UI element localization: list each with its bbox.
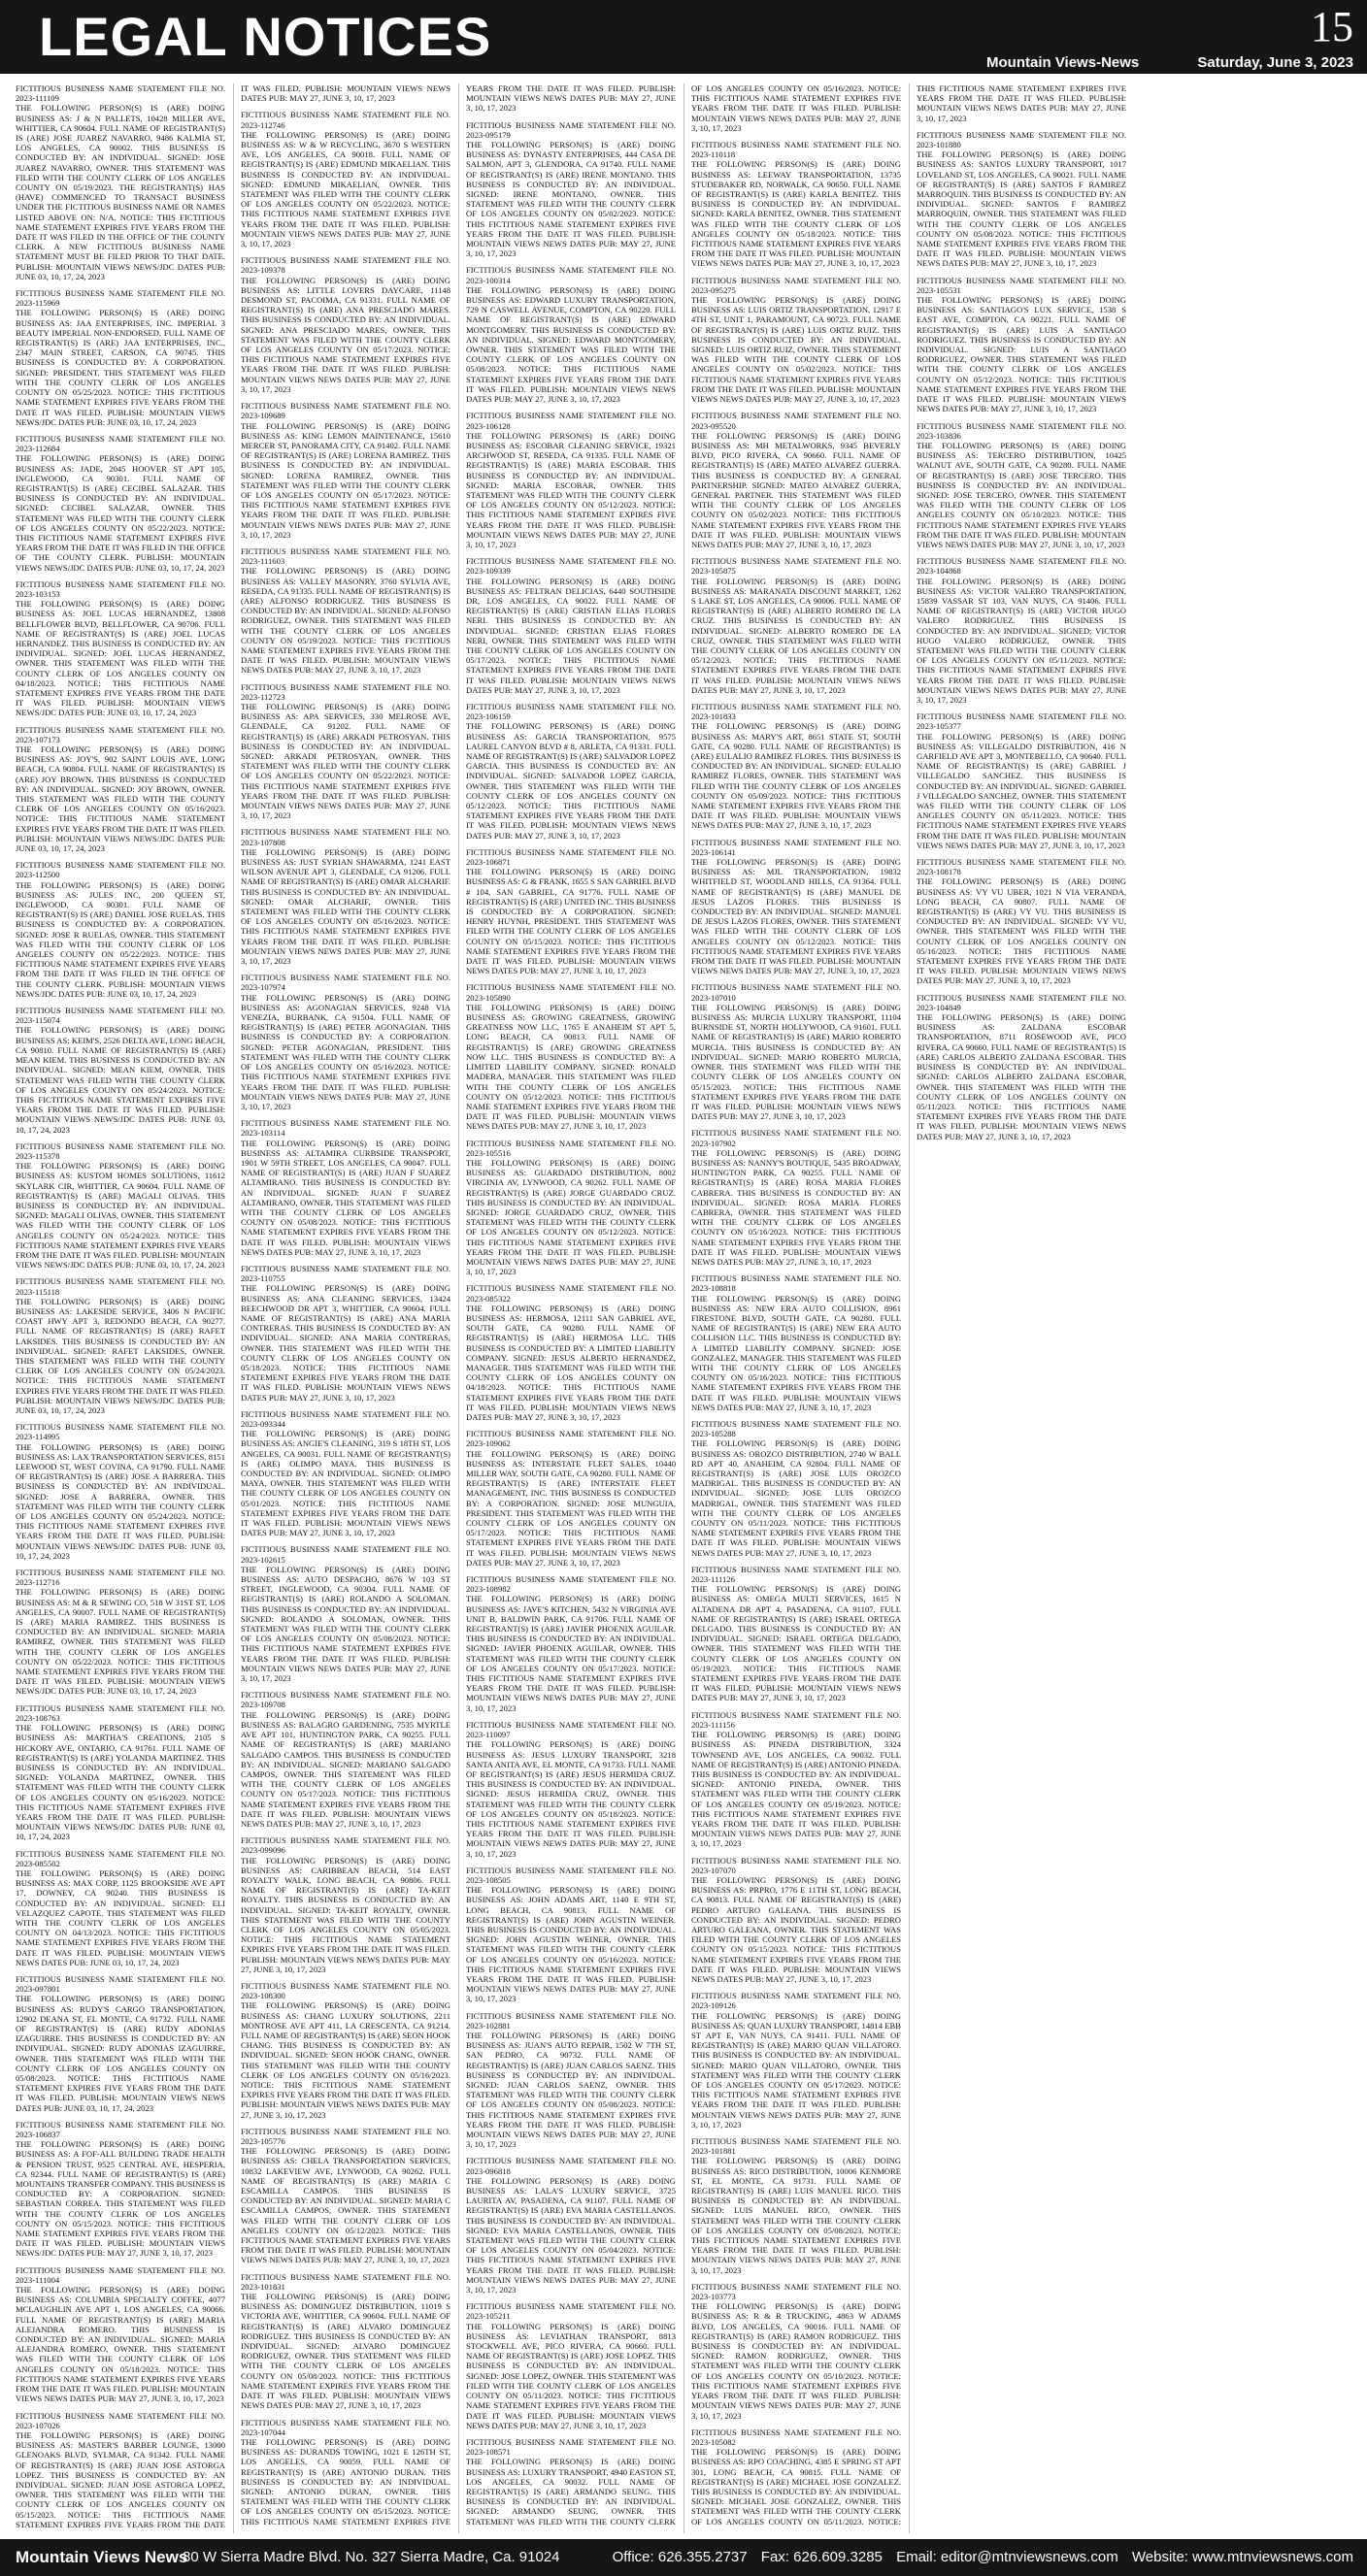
notice-body: THE FOLLOWING PERSON(S) IS (ARE) DOING BUSINESS AS: APA SERVICES, 330 MELROSE AVE, GLENDALE, CA 91202. FULL NAME OF REGISTRANT(S) IS (ARE) ARKADI PETROSYAN. THIS BUSINESS IS CONDUCTED BY: AN INDIVIDUAL. SIGNED: ARKADI PETROSYAN, OWNER. THIS STATEMENT WAS FILED WITH THE COUNTY CLERK OF LOS ANGELES COUNTY ON 05/22/2023. NOTICE: THIS FICTITIOUS NAME STATEMENT EXPIRES FIVE YEARS FROM THE DATE IT WAS FILED. PUBLISH: MOUNTAIN VIEWS NEWS DATES PUB: MAY 27, JUNE 3, 10, 17, 2023	[241, 701, 450, 821]
notice-body: THE FOLLOWING PERSON(S) IS (ARE) DOING BUSINESS AS: RPO COACHING, 4385 E SPRING ST APT 301, LONG BEACH, CA 90815. FULL NAME OF REGISTRANT(S) IS (ARE) MICHAEL JOSE GONZALEZ. THIS BUSINESS IS CONDUCTED BY: AN INDIVIDUAL. SIGNED: MICHAEL JOSE GONZALEZ, OWNER. THIS STATEMENT WAS FILED WITH THE COUNTY CLERK OF LOS ANGELES COUNTY ON 05/11/2023. NOTICE: THIS FICTITIOUS NAME STATEMENT EXPIRES FIVE YEARS FROM THE DATE IT WAS FILED. PUBLISH: MOUNTAIN VIEWS NEWS DATES PUB: MAY 27, JUNE 3, 10, 17, 2023	[691, 83, 1126, 2526]
legal-notice	[16, 725, 225, 854]
notice-file-number: FICTITIOUS BUSINESS NAME STATEMENT FILE NO. 2023-101881	[691, 2136, 901, 2157]
legal-notice	[466, 2011, 676, 2150]
notice-body: THE FOLLOWING PERSON(S) IS (ARE) DOING BUSINESS AS: MASTER'S BARBER LOUNGE, 13000 GLENOAKS BLVD, SYLMAR, CA 91342. FULL NAME OF REGISTRANT(S) IS (ARE) JUAN JOSE ASTORGA LOPEZ. THIS BUSINESS IS CONDUCTED BY: AN INDIVIDUAL. SIGNED: JUAN JOSE ASTORGA LOPEZ, OWNER. THIS STATEMENT WAS FILED WITH THE COUNTY CLERK OF LOS ANGELES COUNTY ON 05/15/2023. NOTICE: THIS FICTITIOUS NAME STATEMENT EXPIRES FIVE YEARS FROM THE DATE IT WAS FILED. PUBLISH: MOUNTAIN VIEWS NEWS DATES PUB: MAY 27, JUNE 3, 10, 17, 2023	[16, 83, 450, 2529]
legal-notice	[691, 1710, 901, 1849]
notice-body: THE FOLLOWING PERSON(S) IS (ARE) DOING BUSINESS AS: ESCOBAR CLEANING SERVICE, 19321 ARCHWOOD ST, RESEDA, CA 91335. FULL NAME OF REGISTRANT(S) IS (ARE) MARIA ESCOBAR. THIS BUSINESS IS CONDUCTED BY: AN INDIVIDUAL. SIGNED: MARIA ESCOBAR, OWNER. THIS STATEMENT WAS FILED WITH THE COUNTY CLERK OF LOS ANGELES COUNTY ON 05/12/2023. NOTICE: THIS FICTITIOUS NAME STATEMENT EXPIRES FIVE YEARS FROM THE DATE IT WAS FILED. PUBLISH: MOUNTAIN VIEWS NEWS DATES PUB: MAY 27, JUNE 3, 10, 17, 2023	[466, 430, 676, 549]
legal-notice	[241, 1264, 450, 1403]
notice-body: THE FOLLOWING PERSON(S) IS (ARE) DOING BUSINESS AS: W & W RECYCLING, 3670 S WESTERN AVE, LOS ANGELES, CA 90018. FULL NAME OF REGISTRANT(S) IS (ARE) EDMUND MIKAELIAN. THIS BUSINESS IS CONDUCTED BY: AN INDIVIDUAL. SIGNED: EDMUND MIKAELIAN, OWNER. THIS STATEMENT WAS FILED WITH THE COUNTY CLERK OF LOS ANGELES COUNTY ON 05/22/2023. NOTICE: THIS FICTITIOUS NAME STATEMENT EXPIRES FIVE YEARS FROM THE DATE IT WAS FILED. PUBLISH: MOUNTAIN VIEWS NEWS DATES PUB: MAY 27, JUNE 3, 10, 17, 2023	[241, 129, 450, 249]
notice-body: THE FOLLOWING PERSON(S) IS (ARE) DOING BUSINESS AS: R & R TRUCKING, 4863 W ADAMS BLVD, LOS ANGELES, CA 90016. FULL NAME OF REGISTRANT(S) IS (ARE) RAMON RODRIGUEZ. THIS BUSINESS IS CONDUCTED BY: AN INDIVIDUAL. SIGNED: RAMON RODRIGUEZ, OWNER. THIS STATEMENT WAS FILED WITH THE COUNTY CLERK OF LOS ANGELES COUNTY ON 05/10/2023. NOTICE: THIS FICTITIOUS NAME STATEMENT EXPIRES FIVE YEARS FROM THE DATE IT WAS FILED. PUBLISH: MOUNTAIN VIEWS NEWS DATES PUB: MAY 27, JUNE 3, 10, 17, 2023	[691, 2301, 901, 2421]
notice-body: THE FOLLOWING PERSON(S) IS (ARE) DOING BUSINESS AS: CHELA TRANSPORTATION SERVICES, 10832 LAKEVIEW AVE, LYNWOOD, CA 90262. FULL NAME OF REGISTRANT(S) IS (ARE) MARIA C ESCAMILLA CAMPOS. THIS BUSINESS IS CONDUCTED BY: AN INDIVIDUAL. SIGNED: MARIA C ESCAMILLA CAMPOS, OWNER. THIS STATEMENT WAS FILED WITH THE COUNTY CLERK OF LOS ANGELES COUNTY ON 05/12/2023. NOTICE: THIS FICTITIOUS NAME STATEMENT EXPIRES FIVE YEARS FROM THE DATE IT WAS FILED. PUBLISH: MOUNTAIN VIEWS NEWS DATES PUB: MAY 27, JUNE 3, 10, 17, 2023	[241, 2146, 450, 2265]
legal-notice	[691, 1128, 901, 1267]
masthead	[0, 0, 1367, 74]
legal-notice	[691, 982, 901, 1121]
legal-notice	[16, 288, 225, 427]
notice-body: THE FOLLOWING PERSON(S) IS (ARE) DOING BUSINESS AS: JOHN ADAMS ART, 1140 E 9TH ST, LONG BEACH, CA 90813. FULL NAME OF REGISTRANT(S) IS (ARE) JOHN AGUSTIN WEINER. THIS BUSINESS IS CONDUCTED BY: AN INDIVIDUAL. SIGNED: JOHN AGUSTIN WEINER, OWNER. THIS STATEMENT WAS FILED WITH THE COUNTY CLERK OF LOS ANGELES COUNTY ON 05/16/2023. NOTICE: THIS FICTITIOUS NAME STATEMENT EXPIRES FIVE YEARS FROM THE DATE IT WAS FILED. PUBLISH: MOUNTAIN VIEWS NEWS DATES PUB: MAY 27, JUNE 3, 10, 17, 2023	[466, 1885, 676, 2004]
legal-notice	[466, 702, 676, 841]
notice-body: THE FOLLOWING PERSON(S) IS (ARE) DOING BUSINESS AS: SANTIAGO'S LUX SERVICE, 1538 S EAST AVE, COMPTON, CA 90221. FULL NAME OF REGISTRANT(S) IS (ARE) LUIS A SANTIAGO RODRIGUEZ. THIS BUSINESS IS CONDUCTED BY: AN INDIVIDUAL. SIGNED: LUIS A SANTIAGO RODRIGUEZ, OWNER. THIS STATEMENT WAS FILED WITH THE COUNTY CLERK OF LOS ANGELES COUNTY ON 05/12/2023. NOTICE: THIS FICTITIOUS NAME STATEMENT EXPIRES FIVE YEARS FROM THE DATE IT WAS FILED. PUBLISH: MOUNTAIN VIEWS NEWS DATES PUB: MAY 27, JUNE 3, 10, 17, 2023	[917, 295, 1126, 414]
notice-body: THE FOLLOWING PERSON(S) IS (ARE) DOING BUSINESS AS: KING LEMON MAINTENANCE, 15610 MERCER ST, PANORAMA CITY, CA 91402. FULL NAME OF REGISTRANT(S) IS (ARE) LORENA RAMIREZ. THIS BUSINESS IS CONDUCTED BY: AN INDIVIDUAL. SIGNED: LORENA RAMIREZ, OWNER. THIS STATEMENT WAS FILED WITH THE COUNTY CLERK OF LOS ANGELES COUNTY ON 05/17/2023. NOTICE: THIS FICTITIOUS NAME STATEMENT EXPIRES FIVE YEARS FROM THE DATE IT WAS FILED. PUBLISH: MOUNTAIN VIEWS NEWS DATES PUB: MAY 27, JUNE 3, 10, 17, 2023	[241, 420, 450, 540]
notice-file-number: FICTITIOUS BUSINESS NAME STATEMENT FILE NO. 2023-097801	[16, 1973, 225, 1995]
notice-body: THE FOLLOWING PERSON(S) IS (ARE) DOING BUSINESS AS: LALA'S LUXURY SERVICE, 3725 LAURITA AV, PASADENA, CA 91107. FULL NAME OF REGISTRANT(S) IS (ARE) EVA MARIA CASTELLANOS. THIS BUSINESS IS CONDUCTED BY: AN INDIVIDUAL. SIGNED: EVA MARIA CASTELLANOS, OWNER. THIS STATEMENT WAS FILED WITH THE COUNTY CLERK OF LOS ANGELES COUNTY ON 05/04/2023. NOTICE: THIS FICTITIOUS NAME STATEMENT EXPIRES FIVE YEARS FROM THE DATE IT WAS FILED. PUBLISH: MOUNTAIN VIEWS NEWS DATES PUB: MAY 27, JUNE 3, 10, 17, 2023	[466, 2175, 676, 2295]
legal-notice	[241, 827, 450, 966]
notice-body: THE FOLLOWING PERSON(S) IS (ARE) DOING BUSINESS AS: JUAN'S AUTO REPAIR, 1502 W 7TH ST, SAN PEDRO, CA 90732. FULL NAME OF REGISTRANT(S) IS (ARE) JUAN CARLOS SAENZ. THIS BUSINESS IS CONDUCTED BY: AN INDIVIDUAL. SIGNED: JUAN CARLOS SAENZ, OWNER. THIS STATEMENT WAS FILED WITH THE COUNTY CLERK OF LOS ANGELES COUNTY ON 05/08/2023. NOTICE: THIS FICTITIOUS NAME STATEMENT EXPIRES FIVE YEARS FROM THE DATE IT WAS FILED. PUBLISH: MOUNTAIN VIEWS NEWS DATES PUB: MAY 27, JUNE 3, 10, 17, 2023	[466, 2030, 676, 2150]
notice-body: THE FOLLOWING PERSON(S) IS (ARE) DOING BUSINESS AS: SANTOS LUXURY TRANSPORT, 1017 LOVELAND ST, LOS ANGELES, CA 90021. FULL NAME OF REGISTRANT(S) IS (ARE) SANTOS F RAMIREZ MARROQUIN. THIS BUSINESS IS CONDUCTED BY: AN INDIVIDUAL. SIGNED: SANTOS F RAMIREZ MARROQUIN, OWNER. THIS STATEMENT WAS FILED WITH THE COUNTY CLERK OF LOS ANGELES COUNTY ON 05/08/2023. NOTICE: THIS FICTITIOUS NAME STATEMENT EXPIRES FIVE YEARS FROM THE DATE IT WAS FILED. PUBLISH: MOUNTAIN VIEWS NEWS DATES PUB: MAY 27, JUNE 3, 10, 17, 2023	[917, 149, 1126, 269]
notice-file-number: FICTITIOUS BUSINESS NAME STATEMENT FILE NO. 2023-085322	[466, 1283, 676, 1304]
notice-file-number: FICTITIOUS BUSINESS NAME STATEMENT FILE NO. 2023-105890	[466, 982, 676, 1003]
legal-notice	[691, 556, 901, 695]
notice-file-number: FICTITIOUS BUSINESS NAME STATEMENT FILE NO. 2023-115969	[16, 288, 225, 309]
notice-file-number: FICTITIOUS BUSINESS NAME STATEMENT FILE NO. 2023-109126	[691, 1991, 901, 2011]
notice-body: THE FOLLOWING PERSON(S) IS (ARE) DOING BUSINESS AS: MJL TRANSPORTATION, 19832 WHITFIELD ST, WOODLAND HILLS, CA 91364. FULL NAME OF REGISTRANT(S) IS (ARE) MANUEL DE JESUS LAZOS FLORES. THIS BUSINESS IS CONDUCTED BY: AN INDIVIDUAL. SIGNED: MANUEL DE JESUS LAZOS FLORES, OWNER. THIS STATEMENT WAS FILED WITH THE COUNTY CLERK OF LOS ANGELES COUNTY ON 05/12/2023. NOTICE: THIS FICTITIOUS NAME STATEMENT EXPIRES FIVE YEARS FROM THE DATE IT WAS FILED. PUBLISH: MOUNTAIN VIEWS NEWS DATES PUB: MAY 27, JUNE 3, 10, 17, 2023	[691, 857, 901, 976]
notice-body: THE FOLLOWING PERSON(S) IS (ARE) DOING BUSINESS AS: BALAGRO GARDENING, 7535 MYRTLE AVE APT 101, HUNTINGTON PARK, CA 90255. FULL NAME OF REGISTRANT(S) IS (ARE) MARIANO SALGADO CAMPOS. THIS BUSINESS IS CONDUCTED BY: AN INDIVIDUAL. SIGNED: MARIANO SALGADO CAMPOS, OWNER. THIS STATEMENT WAS FILED WITH THE COUNTY CLERK OF LOS ANGELES COUNTY ON 05/17/2023. NOTICE: THIS FICTITIOUS NAME STATEMENT EXPIRES FIVE YEARS FROM THE DATE IT WAS FILED. PUBLISH: MOUNTAIN VIEWS NEWS DATES PUB: MAY 27, JUNE 3, 10, 17, 2023	[241, 1709, 450, 1829]
legal-notice	[917, 993, 1126, 1141]
notice-body: THE FOLLOWING PERSON(S) IS (ARE) DOING BUSINESS AS: JESUS LUXURY TRANSPORT, 3218 SANTA ANITA AVE, EL MONTE, CA 91733. FULL NAME OF REGISTRANT(S) IS (ARE) JESUS HERMIDA CRUZ. THIS BUSINESS IS CONDUCTED BY: AN INDIVIDUAL. SIGNED: JESUS HERMIDA CRUZ, OWNER. THIS STATEMENT WAS FILED WITH THE COUNTY CLERK OF LOS ANGELES COUNTY ON 05/18/2023. NOTICE: THIS FICTITIOUS NAME STATEMENT EXPIRES FIVE YEARS FROM THE DATE IT WAS FILED. PUBLISH: MOUNTAIN VIEWS NEWS DATES PUB: MAY 27, JUNE 3, 10, 17, 2023	[466, 1739, 676, 1859]
notice-file-number: FICTITIOUS BUSINESS NAME STATEMENT FILE NO. 2023-103836	[917, 420, 1126, 441]
legal-notice	[466, 1429, 676, 1568]
notice-body: THE FOLLOWING PERSON(S) IS (ARE) DOING BUSINESS AS: HERMOSA, 12111 SAN GABRIEL AVE, SOUTH GATE, CA 90280. FULL NAME OF REGISTRANT(S) IS (ARE) HERMOSA LLC. THIS BUSINESS IS CONDUCTED BY: A LIMITED LIABILITY COMPANY. SIGNED: JESUS ALBERTO HERNANDEZ, MANAGER. THIS STATEMENT WAS FILED WITH THE COUNTY CLERK OF LOS ANGELES COUNTY ON 04/18/2023. NOTICE: THIS FICTITIOUS NAME STATEMENT EXPIRES FIVE YEARS FROM THE DATE IT WAS FILED. PUBLISH: MOUNTAIN VIEWS NEWS DATES PUB: MAY 27, JUNE 3, 10, 17, 2023	[466, 1303, 676, 1422]
legal-notice	[691, 702, 901, 831]
section-title: LEGAL NOTICES	[39, 6, 492, 67]
notice-file-number: FICTITIOUS BUSINESS NAME STATEMENT FILE NO. 2023-101880	[917, 129, 1126, 150]
notice-body: THE FOLLOWING PERSON(S) IS (ARE) DOING BUSINESS AS: VY VU UBER, 1021 N VIA VERANDA, LONG BEACH, CA 90807. FULL NAME OF REGISTRANT(S) IS (ARE) VY VU. THIS BUSINESS IS CONDUCTED BY: AN INDIVIDUAL. SIGNED: VY VU, OWNER. THIS STATEMENT WAS FILED WITH THE COUNTY CLERK OF LOS ANGELES COUNTY ON 05/16/2023. NOTICE: THIS FICTITIOUS NAME STATEMENT EXPIRES FIVE YEARS FROM THE DATE IT WAS FILED. PUBLISH: MOUNTAIN VIEWS NEWS DATES PUB: MAY 27, JUNE 3, 10, 17, 2023	[917, 876, 1126, 986]
notice-file-number: FICTITIOUS BUSINESS NAME STATEMENT FILE NO. 2023-107026	[16, 2410, 225, 2430]
legal-notice	[466, 556, 676, 695]
notice-body: THE FOLLOWING PERSON(S) IS (ARE) DOING BUSINESS AS: A FOF-ALL BUILDING TRADE HEALTH & PENSION TRUST, 9525 CENTRAL AVE, HESPERIA, CA 92344. FULL NAME OF REGISTRANT(S) IS (ARE) MOUNTAINS TRANSFER COMPANY. THIS BUSINESS IS CONDUCTED BY: A CORPORATION. SIGNED: SEBASTIAN CORREA. THIS STATEMENT WAS FILED WITH THE COUNTY CLERK OF LOS ANGELES COUNTY ON 05/15/2023. NOTICE: THIS FICTITIOUS NAME STATEMENT EXPIRES FIVE YEARS FROM THE DATE IT WAS FILED. PUBLISH: MOUNTAIN VIEWS NEWS/JDC DATES PUB: MAY 27, JUNE 3, 10, 17, 2023	[16, 2139, 225, 2259]
notice-file-number: FICTITIOUS BUSINESS NAME STATEMENT FILE NO. 2023-108982	[466, 1574, 676, 1595]
notice-file-number: FICTITIOUS BUSINESS NAME STATEMENT FILE NO. 2023-110097	[466, 1719, 676, 1740]
footer-address: 80 W Sierra Madre Blvd. No. 327 Sierra Madre, Ca. 91024	[183, 2549, 560, 2565]
notice-body: THE FOLLOWING PERSON(S) IS (ARE) DOING BUSINESS AS: ALTAMIRA CURBSIDE TRANSPORT, 1901 W 59TH STREET, LOS ANGELES, CA 90047. FULL NAME OF REGISTRANT(S) IS (ARE) JUAN F SUAREZ ALTAMIRANO. THIS BUSINESS IS CONDUCTED BY: AN INDIVIDUAL. SIGNED: JUAN F SUAREZ ALTAMIRANO, OWNER. THIS STATEMENT WAS FILED WITH THE COUNTY CLERK OF LOS ANGELES COUNTY ON 05/08/2023. NOTICE: THIS FICTITIOUS NAME STATEMENT EXPIRES FIVE YEARS FROM THE DATE IT WAS FILED. PUBLISH: MOUNTAIN VIEWS NEWS DATES PUB: MAY 27, JUNE 3, 10, 17, 2023	[241, 1138, 450, 1257]
legal-notice	[16, 1006, 225, 1135]
notice-file-number: FICTITIOUS BUSINESS NAME STATEMENT FILE NO. 2023-105211	[466, 2301, 676, 2322]
notice-file-number: FICTITIOUS BUSINESS NAME STATEMENT FILE NO. 2023-105288	[691, 1419, 901, 1439]
notice-file-number: FICTITIOUS BUSINESS NAME STATEMENT FILE NO. 2023-085502	[16, 1848, 225, 1868]
legal-notice	[466, 2301, 676, 2430]
footer-office: Office: 626.355.2737	[612, 2549, 748, 2565]
legal-notice	[16, 579, 225, 718]
notice-file-number: FICTITIOUS BUSINESS NAME STATEMENT FILE NO. 2023-109708	[241, 1690, 450, 1710]
notice-body: THE FOLLOWING PERSON(S) IS (ARE) DOING BUSINESS AS: KEIM'S, 2526 DELTA AVE, LONG BEACH, CA 90810. FULL NAME OF REGISTRANT(S) IS (ARE) MEAN KIEM. THIS BUSINESS IS CONDUCTED BY: AN INDIVIDUAL. SIGNED: MEAN KIEM, OWNER. THIS STATEMENT WAS FILED WITH THE COUNTY CLERK OF LOS ANGELES COUNTY ON 05/24/2023. NOTICE: THIS FICTITIOUS NAME STATEMENT EXPIRES FIVE YEARS FROM THE DATE IT WAS FILED. PUBLISH: MOUNTAIN VIEWS NEWS/JDC DATES PUB: JUNE 03, 10, 17, 24, 2023	[16, 1025, 225, 1135]
legal-notice	[241, 682, 450, 821]
legal-notice	[16, 1568, 225, 1697]
notice-file-number: FICTITIOUS BUSINESS NAME STATEMENT FILE NO. 2023-100314	[466, 265, 676, 285]
notice-file-number: FICTITIOUS BUSINESS NAME STATEMENT FILE NO. 2023-108300	[241, 1980, 450, 2001]
notice-file-number: FICTITIOUS BUSINESS NAME STATEMENT FILE NO. 2023-112723	[241, 681, 450, 702]
legal-notice	[691, 1419, 901, 1558]
notice-file-number: FICTITIOUS BUSINESS NAME STATEMENT FILE NO. 2023-108818	[691, 1273, 901, 1294]
notice-body: THE FOLLOWING PERSON(S) IS (ARE) DOING BUSINESS AS: DURANDS TOWING, 1021 E 126TH ST, LOS ANGELES, CA 90059. FULL NAME OF REGISTRANT(S) IS (ARE) ANTONIO DURAN. THIS BUSINESS IS CONDUCTED BY: AN INDIVIDUAL. SIGNED: ANTONIO DURAN, OWNER. THIS STATEMENT WAS FILED WITH THE COUNTY CLERK OF LOS ANGELES COUNTY ON 05/15/2023. NOTICE: THIS FICTITIOUS NAME STATEMENT EXPIRES FIVE YEARS FROM THE DATE IT WAS FILED. PUBLISH: MOUNTAIN VIEWS NEWS DATES PUB: MAY 27, JUNE 3, 10, 17, 2023	[241, 83, 676, 2526]
notice-body: THE FOLLOWING PERSON(S) IS (ARE) DOING BUSINESS AS: VICTOR VALERO TRANSPORTATION, 15839 VASSAR ST 103, VAN NUYS, CA 91406. FULL NAME OF REGISTRANT(S) IS (ARE) VICTOR HUGO VALERO RODRIGUEZ. THIS BUSINESS IS CONDUCTED BY: AN INDIVIDUAL. SIGNED: VICTOR HUGO VALERO RODRIGUEZ, OWNER. THIS STATEMENT WAS FILED WITH THE COUNTY CLERK OF LOS ANGELES COUNTY ON 05/11/2023. NOTICE: THIS FICTITIOUS NAME STATEMENT EXPIRES FIVE YEARS FROM THE DATE IT WAS FILED. PUBLISH: MOUNTAIN VIEWS NEWS DATES PUB: MAY 27, JUNE 3, 10, 17, 2023	[917, 576, 1126, 705]
notice-body: THE FOLLOWING PERSON(S) IS (ARE) DOING BUSINESS AS: M & R SEWING CO, 518 W 31ST ST, LOS ANGELES, CA 90007. FULL NAME OF REGISTRANT(S) IS (ARE) MARIA RAMIREZ. THIS BUSINESS IS CONDUCTED BY: AN INDIVIDUAL. SIGNED: MARIA RAMIREZ, OWNER. THIS STATEMENT WAS FILED WITH THE COUNTY CLERK OF LOS ANGELES COUNTY ON 05/22/2023. NOTICE: THIS FICTITIOUS NAME STATEMENT EXPIRES FIVE YEARS FROM THE DATE IT WAS FILED. PUBLISH: MOUNTAIN VIEWS NEWS/JDC DATES PUB: JUNE 03, 10, 17, 24, 2023	[16, 1587, 225, 1697]
notice-file-number: FICTITIOUS BUSINESS NAME STATEMENT FILE NO. 2023-106871	[466, 846, 676, 868]
legal-notice	[241, 255, 450, 394]
notice-body: THE FOLLOWING PERSON(S) IS (ARE) DOING BUSINESS AS: ANGIE'S CLEANING, 319 S 18TH ST, LOS ANGELES, CA 90031. FULL NAME OF REGISTRANT(S) IS (ARE) OLIMPO MAYA. THIS BUSINESS IS CONDUCTED BY: AN INDIVIDUAL. SIGNED: OLIMPO MAYA, OWNER. THIS STATEMENT WAS FILED WITH THE COUNTY CLERK OF LOS ANGELES COUNTY ON 05/01/2023. NOTICE: THIS FICTITIOUS NAME STATEMENT EXPIRES FIVE YEARS FROM THE DATE IT WAS FILED. PUBLISH: MOUNTAIN VIEWS NEWS DATES PUB: MAY 27, JUNE 3, 10, 17, 2023	[241, 1429, 450, 1538]
notice-file-number: FICTITIOUS BUSINESS NAME STATEMENT FILE NO. 2023-099096	[241, 1835, 450, 1856]
notice-file-number: FICTITIOUS BUSINESS NAME STATEMENT FILE NO. 2023-111603	[241, 545, 450, 567]
notice-file-number: FICTITIOUS BUSINESS NAME STATEMENT FILE NO. 2023-102615	[241, 1544, 450, 1565]
legal-notice	[917, 857, 1126, 986]
legal-notice	[241, 401, 450, 540]
notice-file-number: FICTITIOUS BUSINESS NAME STATEMENT FILE NO. 2023-109689	[241, 401, 450, 421]
notice-file-number: FICTITIOUS BUSINESS NAME STATEMENT FILE NO. 2023-110755	[241, 1263, 450, 1284]
legal-notice	[16, 860, 225, 999]
notice-file-number: FICTITIOUS BUSINESS NAME STATEMENT FILE NO. 2023-095179	[466, 119, 676, 140]
notice-file-number: FICTITIOUS BUSINESS NAME STATEMENT FILE NO. 2023-112500	[16, 860, 225, 880]
notice-body: THE FOLLOWING PERSON(S) IS (ARE) DOING BUSINESS AS: PINEDA DISTRIBUTION, 3324 TOWNSEND AVE, LOS ANGELES, CA 90032. FULL NAME OF REGISTRANT(S) IS (ARE) ANTONIO PINEDA. THIS BUSINESS IS CONDUCTED BY: AN INDIVIDUAL. SIGNED: ANTONIO PINEDA, OWNER. THIS STATEMENT WAS FILED WITH THE COUNTY CLERK OF LOS ANGELES COUNTY ON 05/19/2023. NOTICE: THIS FICTITIOUS NAME STATEMENT EXPIRES FIVE YEARS FROM THE DATE IT WAS FILED. PUBLISH: MOUNTAIN VIEWS NEWS DATES PUB: MAY 27, JUNE 3, 10, 17, 2023	[691, 1730, 901, 1849]
legal-notice	[16, 1974, 225, 2113]
legal-notice	[466, 982, 676, 1131]
notice-body: THE FOLLOWING PERSON(S) IS (ARE) DOING BUSINESS AS: MURCIA LUXURY TRANSPORT, 11104 BURNSIDE ST, NORTH HOLLYWOOD, CA 91601. FULL NAME OF REGISTRANT(S) IS (ARE) MARIO ROBERTO MURCIA. THIS BUSINESS IS CONDUCTED BY: AN INDIVIDUAL. SIGNED: MARIO ROBERTO MURCIA, OWNER. THIS STATEMENT WAS FILED WITH THE COUNTY CLERK OF LOS ANGELES COUNTY ON 05/15/2023. NOTICE: THIS FICTITIOUS NAME STATEMENT EXPIRES FIVE YEARS FROM THE DATE IT WAS FILED. PUBLISH: MOUNTAIN VIEWS NEWS DATES PUB: MAY 27, JUNE 3, 10, 17, 2023	[691, 1002, 901, 1122]
notice-body: THE FOLLOWING PERSON(S) IS (ARE) DOING BUSINESS AS: KUSTOM HOMES SOLUTIONS, 11612 SKYLARK CIR, WHITTIER, CA 90604. FULL NAME OF REGISTRANT(S) IS (ARE) MAGALI OLIVAS. THIS BUSINESS IS CONDUCTED BY: AN INDIVIDUAL. SIGNED: MAGALI OLIVAS, OWNER. THIS STATEMENT WAS FILED WITH THE COUNTY CLERK OF LOS ANGELES COUNTY ON 05/24/2023. NOTICE: THIS FICTITIOUS NAME STATEMENT EXPIRES FIVE YEARS FROM THE DATE IT WAS FILED. PUBLISH: MOUNTAIN VIEWS NEWS/JDC DATES PUB: JUNE 03, 10, 17, 24, 2023	[16, 1161, 225, 1271]
legal-notice	[16, 1849, 225, 1967]
legal-notice	[691, 411, 901, 549]
legal-notice	[16, 2120, 225, 2259]
notice-file-number: FICTITIOUS BUSINESS NAME STATEMENT FILE NO. 2023-093344	[241, 1408, 450, 1429]
legal-notice	[241, 1981, 450, 2120]
notice-file-number: FICTITIOUS BUSINESS NAME STATEMENT FILE NO. 2023-108505	[466, 1865, 676, 1885]
legal-notice	[16, 83, 225, 281]
notice-file-number: FICTITIOUS BUSINESS NAME STATEMENT FILE NO. 2023-105875	[691, 556, 901, 577]
notice-body: THE FOLLOWING PERSON(S) IS (ARE) DOING BUSINESS AS: JAA ENTERPRISES, INC. IMPERIAL 3 BEAUTY IMPERIAL NON-ENDORSED. FULL NAME OF REGISTRANT(S) IS (ARE) JAA ENTERPRISES, INC., 2347 MAIN STREET, CARSON, CA 90745. THIS BUSINESS IS CONDUCTED BY: A CORPORATION. SIGNED: PRESIDENT. THIS STATEMENT WAS FILED WITH THE COUNTY CLERK OF LOS ANGELES COUNTY ON 05/25/2023. NOTICE: THIS FICTITIOUS NAME STATEMENT EXPIRES FIVE YEARS FROM THE DATE IT WAS FILED. PUBLISH: MOUNTAIN VIEWS NEWS/JDC DATES PUB: JUNE 03, 10, 17, 24, 2023	[16, 308, 225, 427]
notice-body: THE FOLLOWING PERSON(S) IS (ARE) DOING BUSINESS AS: TERCERO DISTRIBUTION, 10425 WALNUT AVE, SOUTH GATE, CA 90280. FULL NAME OF REGISTRANT(S) IS (ARE) JOSE TERCERO. THIS BUSINESS IS CONDUCTED BY: AN INDIVIDUAL. SIGNED: JOSE TERCERO, OWNER. THIS STATEMENT WAS FILED WITH THE COUNTY CLERK OF LOS ANGELES COUNTY ON 05/10/2023. NOTICE: THIS FICTITIOUS NAME STATEMENT EXPIRES FIVE YEARS FROM THE DATE IT WAS FILED. PUBLISH: MOUNTAIN VIEWS NEWS DATES PUB: MAY 27, JUNE 3, 10, 17, 2023	[917, 440, 1126, 549]
notice-body: THE FOLLOWING PERSON(S) IS (ARE) DOING BUSINESS AS: ZALDANA ESCOBAR TRANSPORTATION, 8711 ROSEWOOD AVE, PICO RIVERA, CA 90660. FULL NAME OF REGISTRANT(S) IS (ARE) CARLOS ALBERTO ZALDANA ESCOBAR. THIS BUSINESS IS CONDUCTED BY: AN INDIVIDUAL. SIGNED: CARLOS ALBERTO ZALDANA ESCOBAR, OWNER. THIS STATEMENT WAS FILED WITH THE COUNTY CLERK OF LOS ANGELES COUNTY ON 05/11/2023. NOTICE: THIS FICTITIOUS NAME STATEMENT EXPIRES FIVE YEARS FROM THE DATE IT WAS FILED. PUBLISH: MOUNTAIN VIEWS NEWS DATES PUB: MAY 27, JUNE 3, 10, 17, 2023	[917, 1012, 1126, 1141]
notice-body: THE FOLLOWING PERSON(S) IS (ARE) DOING BUSINESS AS: LEVIATHAN TRANSPORT, 8813 STOCKWELL AVE, PICO RIVERA, CA 90660. FULL NAME OF REGISTRANT(S) IS (ARE) JOSE LOPEZ. THIS BUSINESS IS CONDUCTED BY: AN INDIVIDUAL. SIGNED: JOSE LOPEZ, OWNER. THIS STATEMENT WAS FILED WITH THE COUNTY CLERK OF LOS ANGELES COUNTY ON 05/11/2023. NOTICE: THIS FICTITIOUS NAME STATEMENT EXPIRES FIVE YEARS FROM THE DATE IT WAS FILED. PUBLISH: MOUNTAIN VIEWS NEWS DATES PUB: MAY 27, JUNE 3, 10, 17, 2023	[466, 2321, 676, 2430]
legal-notice	[691, 276, 901, 405]
notice-body: THE FOLLOWING PERSON(S) IS (ARE) DOING BUSINESS AS: NANNY'S BOUTIQUE, 5435 BROADWAY, HUNTINGTON PARK, CA 90255. FULL NAME OF REGISTRANT(S) IS (ARE) ROSA MARIA FLORES CABRERA. THIS BUSINESS IS CONDUCTED BY: AN INDIVIDUAL. SIGNED: ROSA MARIA FLORES CABRERA, OWNER. THIS STATEMENT WAS FILED WITH THE COUNTY CLERK OF LOS ANGELES COUNTY ON 05/16/2023. NOTICE: THIS FICTITIOUS NAME STATEMENT EXPIRES FIVE YEARS FROM THE DATE IT WAS FILED. PUBLISH: MOUNTAIN VIEWS NEWS DATES PUB: MAY 27, JUNE 3, 10, 17, 2023	[691, 1147, 901, 1267]
legal-notice	[16, 434, 225, 573]
legal-notice	[691, 1991, 901, 2130]
notice-file-number: FICTITIOUS BUSINESS NAME STATEMENT FILE NO. 2023-111156	[691, 1709, 901, 1730]
notice-file-number: FICTITIOUS BUSINESS NAME STATEMENT FILE NO. 2023-095520	[691, 411, 901, 431]
legal-notice	[241, 546, 450, 676]
notice-file-number: FICTITIOUS BUSINESS NAME STATEMENT FILE NO. 2023-105377	[917, 711, 1126, 732]
notice-file-number: FICTITIOUS BUSINESS NAME STATEMENT FILE NO. 2023-114995	[16, 1422, 225, 1442]
issue-date: Saturday, June 3, 2023	[1197, 54, 1353, 71]
notice-file-number: FICTITIOUS BUSINESS NAME STATEMENT FILE NO. 2023-112716	[16, 1568, 225, 1588]
legal-notice	[691, 1856, 901, 1985]
notice-body: THE FOLLOWING PERSON(S) IS (ARE) DOING BUSINESS AS: ANA CLEANING SERVICES, 13424 BEECHWOOD DR APT 3, WHITTIER, CA 90604. FULL NAME OF REGISTRANT(S) IS (ARE) ANA MARIA CONTRERAS. THIS BUSINESS IS CONDUCTED BY: AN INDIVIDUAL. SIGNED: ANA MARIA CONTRERAS, OWNER. THIS STATEMENT WAS FILED WITH THE COUNTY CLERK OF LOS ANGELES COUNTY ON 05/18/2023. NOTICE: THIS FICTITIOUS NAME STATEMENT EXPIRES FIVE YEARS FROM THE DATE IT WAS FILED. PUBLISH: MOUNTAIN VIEWS NEWS DATES PUB: MAY 27, JUNE 3, 10, 17, 2023	[241, 1283, 450, 1403]
notice-file-number: FICTITIOUS BUSINESS NAME STATEMENT FILE NO. 2023-107902	[691, 1128, 901, 1148]
legal-notice	[241, 2272, 450, 2411]
notice-file-number: FICTITIOUS BUSINESS NAME STATEMENT FILE NO. 2023-102881	[466, 2010, 676, 2031]
notice-file-number: FICTITIOUS BUSINESS NAME STATEMENT FILE NO. 2023-103153	[16, 578, 225, 599]
notice-body: THE FOLLOWING PERSON(S) IS (ARE) DOING BUSINESS AS: LAKESIDE SERVICE, 3406 N PACIFIC COAST HWY APT 3, REDONDO BEACH, CA 90277. FULL NAME OF REGISTRANT(S) IS (ARE) RAFET LAKSIDES. THIS BUSINESS IS CONDUCTED BY: AN INDIVIDUAL. SIGNED: RAFET LAKSIDES, OWNER. THIS STATEMENT WAS FILED WITH THE COUNTY CLERK OF LOS ANGELES COUNTY ON 05/24/2023. NOTICE: THIS FICTITIOUS NAME STATEMENT EXPIRES FIVE YEARS FROM THE DATE IT WAS FILED. PUBLISH: MOUNTAIN VIEWS NEWS/JDC DATES PUB: JUNE 03, 10, 17, 24, 2023	[16, 1296, 225, 1415]
legal-notice	[241, 110, 450, 248]
legal-notice	[16, 1276, 225, 1415]
notice-file-number: FICTITIOUS BUSINESS NAME STATEMENT FILE NO. 2023-103114	[241, 1118, 450, 1139]
notice-body: THE FOLLOWING PERSON(S) IS (ARE) DOING BUSINESS AS: RUDY'S CARGO TRANSPORTATION, 12902 DEANA ST, EL MONTE, CA 91732. FULL NAME OF REGISTRANT(S) IS (ARE) RUDY ADONIAS IZAGUIRRE. THIS BUSINESS IS CONDUCTED BY: AN INDIVIDUAL. SIGNED: RUDY ADONIAS IZAGUIRRE, OWNER. THIS STATEMENT WAS FILED WITH THE COUNTY CLERK OF LOS ANGELES COUNTY ON 05/08/2023. NOTICE: THIS FICTITIOUS NAME STATEMENT EXPIRES FIVE YEARS FROM THE DATE IT WAS FILED. PUBLISH: MOUNTAIN VIEWS NEWS DATES PUB: JUNE 03, 10, 17, 24, 2023	[16, 1994, 225, 2113]
notice-file-number: FICTITIOUS BUSINESS NAME STATEMENT FILE NO. 2023-109339	[466, 556, 676, 577]
notice-body: THE FOLLOWING PERSON(S) IS (ARE) DOING BUSINESS AS: JULES INC, 200 QUEEN ST, INGLEWOOD, CA 90301. FULL NAME OF REGISTRANT(S) IS (ARE) DANIEL JOSE RUELAS. THIS BUSINESS IS CONDUCTED BY: A CORPORATION. SIGNED: JOSE R RUELAS, OWNER. THIS STATEMENT WAS FILED WITH THE COUNTY CLERK OF LOS ANGELES COUNTY ON 05/22/2023. NOTICE: THIS FICTITIOUS NAME STATEMENT EXPIRES FIVE YEARS FROM THE DATE IT WAS FILED IN THE OFFICE OF THE COUNTY CLERK. PUBLISH: MOUNTAIN VIEWS NEWS/JDC DATES PUB: JUNE 03, 10, 17, 24, 2023	[16, 879, 225, 999]
legal-notice	[466, 2156, 676, 2295]
notice-body: THE FOLLOWING PERSON(S) IS (ARE) DOING BUSINESS AS: VILLEGALDO DISTRIBUTION, 416 N GARFIELD AVE APT 3, MONTEBELLO, CA 90640. FULL NAME OF REGISTRANT(S) IS (ARE) GABRIEL J VILLEGALDO SANCHEZ. THIS BUSINESS IS CONDUCTED BY: AN INDIVIDUAL. SIGNED: GABRIEL J VILLEGALDO SANCHEZ, OWNER. THIS STATEMENT WAS FILED WITH THE COUNTY CLERK OF LOS ANGELES COUNTY ON 05/11/2023. NOTICE: THIS FICTITIOUS NAME STATEMENT EXPIRES FIVE YEARS FROM THE DATE IT WAS FILED. PUBLISH: MOUNTAIN VIEWS NEWS DATES PUB: MAY 27, JUNE 3, 10, 17, 2023	[917, 731, 1126, 850]
notice-body: THE FOLLOWING PERSON(S) IS (ARE) DOING BUSINESS AS: PRPRO, 1776 E 11TH ST, LONG BEACH, CA 90813. FULL NAME OF REGISTRANT(S) IS (ARE) PEDRO ARTURO GALEANA. THIS BUSINESS IS CONDUCTED BY: AN INDIVIDUAL. SIGNED: PEDRO ARTURO GALEANA, OWNER. THIS STATEMENT WAS FILED WITH THE COUNTY CLERK OF LOS ANGELES COUNTY ON 05/15/2023. NOTICE: THIS FICTITIOUS NAME STATEMENT EXPIRES FIVE YEARS FROM THE DATE IT WAS FILED. PUBLISH: MOUNTAIN VIEWS NEWS DATES PUB: MAY 27, JUNE 3, 10, 17, 2023	[691, 1874, 901, 1984]
footer-email[interactable]: Email: editor@mtnviewsnews.com	[896, 2549, 1118, 2565]
notice-file-number: FICTITIOUS BUSINESS NAME STATEMENT FILE NO. 2023-110118	[691, 140, 901, 160]
legal-notice	[466, 1139, 676, 1277]
notice-file-number: FICTITIOUS BUSINESS NAME STATEMENT FILE NO. 2023-111109	[16, 83, 225, 104]
notice-body: THE FOLLOWING PERSON(S) IS (ARE) DOING BUSINESS AS: GARCIA TRANSPORTATION, 9575 LAUREL CANYON BLVD # 8, ARLETA, CA 91331. FULL NAME OF REGISTRANT(S) IS (ARE) SALVADOR LOPEZ GARCIA. THIS BUSINESS IS CONDUCTED BY: AN INDIVIDUAL. SIGNED: SALVADOR LOPEZ GARCIA, OWNER. THIS STATEMENT WAS FILED WITH THE COUNTY CLERK OF LOS ANGELES COUNTY ON 05/12/2023. NOTICE: THIS FICTITIOUS NAME STATEMENT EXPIRES FIVE YEARS FROM THE DATE IT WAS FILED. PUBLISH: MOUNTAIN VIEWS NEWS DATES PUB: MAY 27, JUNE 3, 10, 17, 2023	[466, 721, 676, 841]
notice-file-number: FICTITIOUS BUSINESS NAME STATEMENT FILE NO. 2023-115118	[16, 1276, 225, 1297]
legal-notice	[16, 1141, 225, 1271]
legal-notice	[16, 1703, 225, 1842]
legal-notice	[691, 838, 901, 976]
notice-file-number: FICTITIOUS BUSINESS NAME STATEMENT FILE NO. 2023-108178	[917, 857, 1126, 877]
notice-body: THE FOLLOWING PERSON(S) IS (ARE) DOING BUSINESS AS: LUIS ORTIZ TRANSPORTATION, 12917 E 4TH ST, UNIT 1, PARAMOUNT, CA 90723. FULL NAME OF REGISTRANT(S) IS (ARE) LUIS ORTIZ RUIZ. THIS BUSINESS IS CONDUCTED BY: AN INDIVIDUAL. SIGNED: LUIS ORTIZ RUIZ, OWNER. THIS STATEMENT WAS FILED WITH THE COUNTY CLERK OF LOS ANGELES COUNTY ON 05/02/2023. NOTICE: THIS FICTITIOUS NAME STATEMENT EXPIRES FIVE YEARS FROM THE DATE IT WAS FILED. PUBLISH: MOUNTAIN VIEWS NEWS DATES PUB: MAY 27, JUNE 3, 10, 17, 2023	[691, 295, 901, 405]
page-number: 15	[1311, 3, 1353, 50]
legal-notice	[691, 1565, 901, 1703]
notice-file-number: FICTITIOUS BUSINESS NAME STATEMENT FILE NO. 2023-106128	[466, 411, 676, 431]
legal-notice	[466, 1283, 676, 1422]
notice-file-number: FICTITIOUS BUSINESS NAME STATEMENT FILE NO. 2023-107070	[691, 1855, 901, 1875]
notice-body: THE FOLLOWING PERSON(S) IS (ARE) DOING BUSINESS AS: GROWING GREATNESS, GROWING GREATNESS NOW LLC, 1765 E ANAHEIM ST APT 5, LONG BEACH, CA 90813. FULL NAME OF REGISTRANT(S) IS (ARE) GROWING GREATNESS NOW LLC. THIS BUSINESS IS CONDUCTED BY: A LIMITED LIABILITY COMPANY. SIGNED: RONALD MADERA, MANAGER. THIS STATEMENT WAS FILED WITH THE COUNTY CLERK OF LOS ANGELES COUNTY ON 05/12/2023. NOTICE: THIS FICTITIOUS NAME STATEMENT EXPIRES FIVE YEARS FROM THE DATE IT WAS FILED. PUBLISH: MOUNTAIN VIEWS NEWS DATES PUB: MAY 27, JUNE 3, 10, 17, 2023	[466, 1002, 676, 1132]
notice-body: THE FOLLOWING PERSON(S) IS (ARE) DOING BUSINESS AS: J & N PALLETS, 10428 MILLER AVE, WHITTIER, CA 90604. FULL NAME OF REGISTRANT(S) IS (ARE) JOSE JUAREZ NAVARRO, 9486 KALMIA ST, LOS ANGELES, CA 90002. THIS BUSINESS IS CONDUCTED BY: AN INDIVIDUAL. SIGNED: JOSE JUAREZ NAVARRO, OWNER. THIS STATEMENT WAS FILED WITH THE COUNTY CLERK OF LOS ANGELES COUNTY ON 05/19/2023. THE REGISTRANT(S) HAS (HAVE) COMMENCED TO TRANSACT BUSINESS UNDER THE FICTITIOUS BUSINESS NAME OR NAMES LISTED ABOVE ON: N/A. NOTICE: THIS FICTITIOUS NAME STATEMENT EXPIRES FIVE YEARS FROM THE DATE IT WAS FILED IN THE OFFICE OF THE COUNTY CLERK. A NEW FICTITIOUS BUSINESS NAME STATEMENT MUST BE FILED PRIOR TO THAT DATE. PUBLISH: MOUNTAIN VIEWS NEWS/JDC DATES PUB: JUNE 03, 10, 17, 24, 2023	[16, 103, 225, 281]
notice-file-number: FICTITIOUS BUSINESS NAME STATEMENT FILE NO. 2023-101831	[241, 2271, 450, 2292]
notice-body: THE FOLLOWING PERSON(S) IS (ARE) DOING BUSINESS AS: QUAN LUXURY TRANSPORT, 14814 EBB ST APT E, VAN NUYS, CA 91411. FULL NAME OF REGISTRANT(S) IS (ARE) MARIO QUAN VILLATORO. THIS BUSINESS IS CONDUCTED BY: AN INDIVIDUAL. SIGNED: MARIO QUAN VILLATORO, OWNER. THIS STATEMENT WAS FILED WITH THE COUNTY CLERK OF LOS ANGELES COUNTY ON 05/17/2023. NOTICE: THIS FICTITIOUS NAME STATEMENT EXPIRES FIVE YEARS FROM THE DATE IT WAS FILED. PUBLISH: MOUNTAIN VIEWS NEWS DATES PUB: MAY 27, JUNE 3, 10, 17, 2023	[691, 2010, 901, 2130]
legal-notice	[16, 2265, 225, 2404]
legal-notice	[466, 120, 676, 259]
notice-body: THE FOLLOWING PERSON(S) IS (ARE) DOING BUSINESS AS: JADE, 2045 HOOVER ST APT 105, INGLEWOOD, CA 90301. FULL NAME OF REGISTRANT(S) IS (ARE) CECIBEL SALAZAR. THIS BUSINESS IS CONDUCTED BY: AN INDIVIDUAL. SIGNED: CECIBEL SALAZAR, OWNER. THIS STATEMENT WAS FILED WITH THE COUNTY CLERK OF LOS ANGELES COUNTY ON 05/22/2023. NOTICE: THIS FICTITIOUS NAME STATEMENT EXPIRES FIVE YEARS FROM THE DATE IT WAS FILED IN THE OFFICE OF THE COUNTY CLERK. PUBLISH: MOUNTAIN VIEWS NEWS/JDC DATES PUB: JUNE 03, 10, 17, 24, 2023	[16, 453, 225, 573]
paper-name: Mountain Views-News	[986, 54, 1140, 71]
notice-file-number: FICTITIOUS BUSINESS NAME STATEMENT FILE NO. 2023-105531	[917, 275, 1126, 295]
notice-file-number: FICTITIOUS BUSINESS NAME STATEMENT FILE NO. 2023-106159	[466, 701, 676, 722]
notice-columns	[16, 83, 1351, 2533]
notice-body: THE FOLLOWING PERSON(S) IS (ARE) DOING BUSINESS AS: CHANG LUXURY SOLUTIONS, 2211 MONTROSE AVE APT 411, LA CRESCENTA, CA 91214. FULL NAME OF REGISTRANT(S) IS (ARE) SEON HOOK CHANG. THIS BUSINESS IS CONDUCTED BY: AN INDIVIDUAL. SIGNED: SEON HOOK CHANG, OWNER. THIS STATEMENT WAS FILED WITH THE COUNTY CLERK OF LOS ANGELES COUNTY ON 05/16/2023. NOTICE: THIS FICTITIOUS NAME STATEMENT EXPIRES FIVE YEARS FROM THE DATE IT WAS FILED. PUBLISH: MOUNTAIN VIEWS NEWS DATES PUB: MAY 27, JUNE 3, 10, 17, 2023	[241, 2000, 450, 2120]
notice-body: THE FOLLOWING PERSON(S) IS (ARE) DOING BUSINESS AS: RICO DISTRIBUTION, 10006 KENMORE ST, EL MONTE, CA 91731. FULL NAME OF REGISTRANT(S) IS (ARE) LUIS MANUEL RICO. THIS BUSINESS IS CONDUCTED BY: AN INDIVIDUAL. SIGNED: LUIS MANUEL RICO, OWNER. THIS STATEMENT WAS FILED WITH THE COUNTY CLERK OF LOS ANGELES COUNTY ON 05/08/2023. NOTICE: THIS FICTITIOUS NAME STATEMENT EXPIRES FIVE YEARS FROM THE DATE IT WAS FILED. PUBLISH: MOUNTAIN VIEWS NEWS DATES PUB: MAY 27, JUNE 3, 10, 17, 2023	[691, 2156, 901, 2275]
notice-body: THE FOLLOWING PERSON(S) IS (ARE) DOING BUSINESS AS: JOEL LUCAS HERNANDEZ, 13808 BELLFLOWER BLVD, BELLFLOWER, CA 90706. FULL NAME OF REGISTRANT(S) IS (ARE) JOEL LUCAS HERNANDEZ. THIS BUSINESS IS CONDUCTED BY: AN INDIVIDUAL. SIGNED: JOEL LUCAS HERNANDEZ, OWNER. THIS STATEMENT WAS FILED WITH THE COUNTY CLERK OF LOS ANGELES COUNTY ON 04/18/2023. NOTICE: THIS FICTITIOUS NAME STATEMENT EXPIRES FIVE YEARS FROM THE DATE IT WAS FILED. PUBLISH: MOUNTAIN VIEWS NEWS/JDC DATES PUB: JUNE 03, 10, 17, 24, 2023	[16, 599, 225, 718]
legal-notice	[241, 1118, 450, 1257]
notice-file-number: FICTITIOUS BUSINESS NAME STATEMENT FILE NO. 2023-107010	[691, 982, 901, 1003]
legal-notice	[466, 1574, 676, 1713]
notice-file-number: FICTITIOUS BUSINESS NAME STATEMENT FILE NO. 2023-111126	[691, 1564, 901, 1585]
notice-body: THE FOLLOWING PERSON(S) IS (ARE) DOING BUSINESS AS: MARY'S ART, 8651 STATE ST, SOUTH GATE, CA 90280. FULL NAME OF REGISTRANT(S) IS (ARE) EULALIO RAMIREZ FLORES. THIS BUSINESS IS CONDUCTED BY: AN INDIVIDUAL. SIGNED: EULALIO RAMIREZ FLORES, OWNER. THIS STATEMENT WAS FILED WITH THE COUNTY CLERK OF LOS ANGELES COUNTY ON 05/09/2023. NOTICE: THIS FICTITIOUS NAME STATEMENT EXPIRES FIVE YEARS FROM THE DATE IT WAS FILED. PUBLISH: MOUNTAIN VIEWS NEWS DATES PUB: MAY 27, JUNE 3, 10, 17, 2023	[691, 721, 901, 831]
notice-body: THE FOLLOWING PERSON(S) IS (ARE) DOING BUSINESS AS: VALLEY MASONRY, 3760 SYLVIA AVE, RESEDA, CA 91335. FULL NAME OF REGISTRANT(S) IS (ARE) ALFONSO RODRIGUEZ. THIS BUSINESS IS CONDUCTED BY: AN INDIVIDUAL. SIGNED: ALFONSO RODRIGUEZ, OWNER. THIS STATEMENT WAS FILED WITH THE COUNTY CLERK OF LOS ANGELES COUNTY ON 05/19/2023. NOTICE: THIS FICTITIOUS NAME STATEMENT EXPIRES FIVE YEARS FROM THE DATE IT WAS FILED. PUBLISH: MOUNTAIN VIEWS NEWS DATES PUB: MAY 27, JUNE 3, 10, 17, 2023	[241, 566, 450, 676]
legal-notice	[466, 411, 676, 549]
legal-notice	[917, 711, 1126, 850]
notice-body: THE FOLLOWING PERSON(S) IS (ARE) DOING BUSINESS AS: JUST SYRIAN SHAWARMA, 1241 EAST WILSON AVENUE APT 3, GLENDALE, CA 91206. FULL NAME OF REGISTRANT(S) IS (ARE) OMAR ALCHARIF. THIS BUSINESS IS CONDUCTED BY: AN INDIVIDUAL. SIGNED: OMAR ALCHARIF, OWNER. THIS STATEMENT WAS FILED WITH THE COUNTY CLERK OF LOS ANGELES COUNTY ON 05/16/2023. NOTICE: THIS FICTITIOUS NAME STATEMENT EXPIRES FIVE YEARS FROM THE DATE IT WAS FILED. PUBLISH: MOUNTAIN VIEWS NEWS DATES PUB: MAY 27, JUNE 3, 10, 17, 2023	[241, 846, 450, 967]
notice-body: THE FOLLOWING PERSON(S) IS (ARE) DOING BUSINESS AS: LITTLE LOVERS DAYCARE, 11148 DESMOND ST, PACOIMA, CA 91331. FULL NAME OF REGISTRANT(S) IS (ARE) ANA PRESCIADO MARES. THIS BUSINESS IS CONDUCTED BY: AN INDIVIDUAL. SIGNED: ANA PRESCIADO MARES, OWNER. THIS STATEMENT WAS FILED WITH THE COUNTY CLERK OF LOS ANGELES COUNTY ON 05/17/2023. NOTICE: THIS FICTITIOUS NAME STATEMENT EXPIRES FIVE YEARS FROM THE DATE IT WAS FILED. PUBLISH: MOUNTAIN VIEWS NEWS DATES PUB: MAY 27, JUNE 3, 10, 17, 2023	[241, 275, 450, 394]
legal-notice	[691, 2136, 901, 2275]
notice-body: THE FOLLOWING PERSON(S) IS (ARE) DOING BUSINESS AS: MARTHA'S CREATIONS, 2105 S HICKORY AVE, ONTARIO, CA 91761. FULL NAME OF REGISTRANT(S) IS (ARE) YOLANDA MARTINEZ. THIS BUSINESS IS CONDUCTED BY: AN INDIVIDUAL. SIGNED: YOLANDA MARTINEZ, OWNER. THIS STATEMENT WAS FILED WITH THE COUNTY CLERK OF LOS ANGELES COUNTY ON 05/16/2023. NOTICE: THIS FICTITIOUS NAME STATEMENT EXPIRES FIVE YEARS FROM THE DATE IT WAS FILED. PUBLISH: MOUNTAIN VIEWS NEWS/JDC DATES PUB: JUNE 03, 10, 17, 24, 2023	[16, 1723, 225, 1842]
notice-file-number: FICTITIOUS BUSINESS NAME STATEMENT FILE NO. 2023-106141	[691, 837, 901, 857]
notice-body: THE FOLLOWING PERSON(S) IS (ARE) DOING BUSINESS AS: AGONAGIAN SERVICES, 9248 VIA VENEZIA, BURBANK, CA 91504. FULL NAME OF REGISTRANT(S) IS (ARE) PETER AGONAGIAN. THIS BUSINESS IS CONDUCTED BY: A CORPORATION. SIGNED: PETER AGONAGIAN, PRESIDENT. THIS STATEMENT WAS FILED WITH THE COUNTY CLERK OF LOS ANGELES COUNTY ON 05/16/2023. NOTICE: THIS FICTITIOUS NAME STATEMENT EXPIRES FIVE YEARS FROM THE DATE IT WAS FILED. PUBLISH: MOUNTAIN VIEWS NEWS DATES PUB: MAY 27, JUNE 3, 10, 17, 2023	[241, 992, 450, 1111]
notice-file-number: FICTITIOUS BUSINESS NAME STATEMENT FILE NO. 2023-109378	[241, 255, 450, 276]
notice-body: THE FOLLOWING PERSON(S) IS (ARE) DOING BUSINESS AS: OROZCO DISTRIBUTION, 2740 W BALL RD APT 40, ANAHEIM, CA 92804. FULL NAME OF REGISTRANT(S) IS (ARE) JOSE LUIS OROZCO MADRIGAL. THIS BUSINESS IS CONDUCTED BY: AN INDIVIDUAL. SIGNED: JOSE LUIS OROZCO MADRIGAL, OWNER. THIS STATEMENT WAS FILED WITH THE COUNTY CLERK OF LOS ANGELES COUNTY ON 05/11/2023. NOTICE: THIS FICTITIOUS NAME STATEMENT EXPIRES FIVE YEARS FROM THE DATE IT WAS FILED. PUBLISH: MOUNTAIN VIEWS NEWS DATES PUB: MAY 27, JUNE 3, 10, 17, 2023	[691, 1438, 901, 1558]
notice-body: THE FOLLOWING PERSON(S) IS (ARE) DOING BUSINESS AS: COLUMBIA SPECIALTY COFFEE, 4077 MCLAUGHLIN AVE APT 1, LOS ANGELES, CA 90066. FULL NAME OF REGISTRANT(S) IS (ARE) MARIA ALEJANDRA ROMERO. THIS BUSINESS IS CONDUCTED BY: AN INDIVIDUAL. SIGNED: MARIA ALEJANDRA ROMERO, OWNER. THIS STATEMENT WAS FILED WITH THE COUNTY CLERK OF LOS ANGELES COUNTY ON 05/18/2023. NOTICE: THIS FICTITIOUS NAME STATEMENT EXPIRES FIVE YEARS FROM THE DATE IT WAS FILED. PUBLISH: MOUNTAIN VIEWS NEWS DATES PUB: MAY 27, JUNE 3, 10, 17, 2023	[16, 2285, 225, 2404]
footer-contacts	[603, 2549, 1353, 2565]
notice-file-number: FICTITIOUS BUSINESS NAME STATEMENT FILE NO. 2023-107173	[16, 724, 225, 744]
notice-file-number: FICTITIOUS BUSINESS NAME STATEMENT FILE NO. 2023-104868	[917, 556, 1126, 577]
notice-body: THE FOLLOWING PERSON(S) IS (ARE) DOING BUSINESS AS: DOMINGUEZ DISTRIBUTION, 11019 S VICTORIA AVE, WHITTIER, CA 90604. FULL NAME OF REGISTRANT(S) IS (ARE) ALVARO DOMINGUEZ RODRIGUEZ. THIS BUSINESS IS CONDUCTED BY: AN INDIVIDUAL. SIGNED: ALVARO DOMINGUEZ RODRIGUEZ, OWNER. THIS STATEMENT WAS FILED WITH THE COUNTY CLERK OF LOS ANGELES COUNTY ON 05/08/2023. NOTICE: THIS FICTITIOUS NAME STATEMENT EXPIRES FIVE YEARS FROM THE DATE IT WAS FILED. PUBLISH: MOUNTAIN VIEWS NEWS DATES PUB: MAY 27, JUNE 3, 10, 17, 2023	[241, 2292, 450, 2411]
notice-body: THE FOLLOWING PERSON(S) IS (ARE) DOING BUSINESS AS: JAVE'S KITCHEN, 5432 N VIRGINIA AVE UNIT B, BALDWIN PARK, CA 91706. FULL NAME OF REGISTRANT(S) IS (ARE) JAVIER PHOENIX AGUILAR. THIS BUSINESS IS CONDUCTED BY: AN INDIVIDUAL. SIGNED: JAVIER PHOENIX AGUILAR, OWNER. THIS STATEMENT WAS FILED WITH THE COUNTY CLERK OF LOS ANGELES COUNTY ON 05/17/2023. NOTICE: THIS FICTITIOUS NAME STATEMENT EXPIRES FIVE YEARS FROM THE DATE IT WAS FILED. PUBLISH: MOUNTAIN VIEWS NEWS DATES PUB: MAY 27, JUNE 3, 10, 17, 2023	[466, 1594, 676, 1713]
notice-body: THE FOLLOWING PERSON(S) IS (ARE) DOING BUSINESS AS: CARIBBEAN BEACH, 514 EAST ROYALTY WALK, LONG BEACH, CA 90806. FULL NAME OF REGISTRANT(S) IS (ARE) TA-KEIT ROYALTY. THIS BUSINESS IS CONDUCTED BY: AN INDIVIDUAL. SIGNED: TA-KEIT ROYALTY, OWNER. THIS STATEMENT WAS FILED WITH THE COUNTY CLERK OF LOS ANGELES COUNTY ON 05/05/2023. NOTICE: THIS FICTITIOUS NAME STATEMENT EXPIRES FIVE YEARS FROM THE DATE IT WAS FILED. PUBLISH: MOUNTAIN VIEWS NEWS DATES PUB: MAY 27, JUNE 3, 10, 17, 2023	[241, 1855, 450, 1974]
footer-website[interactable]: Website: www.mtnviewsnews.com	[1131, 2549, 1353, 2565]
notice-body: THE FOLLOWING PERSON(S) IS (ARE) DOING BUSINESS AS: INTERSTATE FLEET SALES, 10440 MILLER WAY, SOUTH GATE, CA 90280. FULL NAME OF REGISTRANT(S) IS (ARE) INTERSTATE FLEET MANAGEMENT, INC. THIS BUSINESS IS CONDUCTED BY: A CORPORATION. SIGNED: JOSE MUNGUIA, PRESIDENT. THIS STATEMENT WAS FILED WITH THE COUNTY CLERK OF LOS ANGELES COUNTY ON 05/17/2023. NOTICE: THIS FICTITIOUS NAME STATEMENT EXPIRES FIVE YEARS FROM THE DATE IT WAS FILED. PUBLISH: MOUNTAIN VIEWS NEWS DATES PUB: MAY 27, JUNE 3, 10, 17, 2023	[466, 1448, 676, 1568]
legal-notice	[917, 276, 1126, 414]
notice-file-number: FICTITIOUS BUSINESS NAME STATEMENT FILE NO. 2023-106837	[16, 2119, 225, 2140]
notice-file-number: FICTITIOUS BUSINESS NAME STATEMENT FILE NO. 2023-109062	[466, 1429, 676, 1449]
legal-notice	[466, 265, 676, 404]
notice-file-number: FICTITIOUS BUSINESS NAME STATEMENT FILE NO. 2023-105082	[691, 2427, 901, 2447]
legal-notice	[466, 847, 676, 976]
legal-notice	[241, 973, 450, 1111]
legal-notice	[241, 2127, 450, 2265]
notice-file-number: FICTITIOUS BUSINESS NAME STATEMENT FILE NO. 2023-105776	[241, 2126, 450, 2147]
notice-file-number: FICTITIOUS BUSINESS NAME STATEMENT FILE NO. 2023-115378	[16, 1140, 225, 1161]
notice-body: THE FOLLOWING PERSON(S) IS (ARE) DOING BUSINESS AS: FELTRAN DELICIAS, 6440 SOUTHSIDE DR, LOS ANGELES, CA 90022. FULL NAME OF REGISTRANT(S) IS (ARE) CRISTIAN ELIAS FLORES NERI. THIS BUSINESS IS CONDUCTED BY: AN INDIVIDUAL. SIGNED: CRISTIAN ELIAS FLORES NERI, OWNER. THIS STATEMENT WAS FILED WITH THE COUNTY CLERK OF LOS ANGELES COUNTY ON 05/17/2023. NOTICE: THIS FICTITIOUS NAME STATEMENT EXPIRES FIVE YEARS FROM THE DATE IT WAS FILED. PUBLISH: MOUNTAIN VIEWS NEWS DATES PUB: MAY 27, JUNE 3, 10, 17, 2023	[466, 576, 676, 695]
notice-body: THE FOLLOWING PERSON(S) IS (ARE) DOING BUSINESS AS: GUARDADO DISTRIBUTION, 8002 VIRGINIA AV, LYNWOOD, CA 90262. FULL NAME OF REGISTRANT(S) IS (ARE) JORGE GUARDADO CRUZ. THIS BUSINESS IS CONDUCTED BY: AN INDIVIDUAL. SIGNED: JORGE GUARDADO CRUZ, OWNER. THIS STATEMENT WAS FILED WITH THE COUNTY CLERK OF LOS ANGELES COUNTY ON 05/12/2023. NOTICE: THIS FICTITIOUS NAME STATEMENT EXPIRES FIVE YEARS FROM THE DATE IT WAS FILED. PUBLISH: MOUNTAIN VIEWS NEWS DATES PUB: MAY 27, JUNE 3, 10, 17, 2023	[466, 1157, 676, 1277]
footer-fax: Fax: 626.609.3285	[760, 2549, 883, 2565]
notice-file-number: FICTITIOUS BUSINESS NAME STATEMENT FILE NO. 2023-104849	[917, 992, 1126, 1012]
notice-body: THE FOLLOWING PERSON(S) IS (ARE) DOING BUSINESS AS: NEW ERA AUTO COLLISION, 8961 FIRESTONE BLVD, SOUTH GATE, CA 90280. FULL NAME OF REGISTRANT(S) IS (ARE) NEW ERA AUTO COLLISION LLC. THIS BUSINESS IS CONDUCTED BY: A LIMITED LIABILITY COMPANY. SIGNED: JOSE GONZALEZ, MANAGER. THIS STATEMENT WAS FILED WITH THE COUNTY CLERK OF LOS ANGELES COUNTY ON 05/16/2023. NOTICE: THIS FICTITIOUS NAME STATEMENT EXPIRES FIVE YEARS FROM THE DATE IT WAS FILED. PUBLISH: MOUNTAIN VIEWS NEWS DATES PUB: MAY 27, JUNE 3, 10, 17, 2023	[691, 1293, 901, 1412]
footer-paper-name: Mountain Views News	[16, 2548, 188, 2566]
notice-body: THE FOLLOWING PERSON(S) IS (ARE) DOING BUSINESS AS: MARANATA DISCOUNT MARKET, 1262 S LAKE ST, LOS ANGELES, CA 90006. FULL NAME OF REGISTRANT(S) IS (ARE) ALBERTO ROMERO DE LA CRUZ. THIS BUSINESS IS CONDUCTED BY: AN INDIVIDUAL. SIGNED: ALBERTO ROMERO DE LA CRUZ, OWNER. THIS STATEMENT WAS FILED WITH THE COUNTY CLERK OF LOS ANGELES COUNTY ON 05/12/2023. NOTICE: THIS FICTITIOUS NAME STATEMENT EXPIRES FIVE YEARS FROM THE DATE IT WAS FILED. PUBLISH: MOUNTAIN VIEWS NEWS DATES PUB: MAY 27, JUNE 3, 10, 17, 2023	[691, 576, 901, 695]
legal-notice	[466, 1720, 676, 1859]
notice-body: THE FOLLOWING PERSON(S) IS (ARE) DOING BUSINESS AS: AUTO DESPACHO, 8676 W 103 ST STREET, INGLEWOOD, CA 90304. FULL NAME OF REGISTRANT(S) IS (ARE) ROLANDO A SOLOMAN. THIS BUSINESS IS CONDUCTED BY: AN INDIVIDUAL. SIGNED: ROLANDO A SOLOMAN, OWNER. THIS STATEMENT WAS FILED WITH THE COUNTY CLERK OF LOS ANGELES COUNTY ON 05/08/2023. NOTICE: THIS FICTITIOUS NAME STATEMENT EXPIRES FIVE YEARS FROM THE DATE IT WAS FILED. PUBLISH: MOUNTAIN VIEWS NEWS DATES PUB: MAY 27, JUNE 3, 10, 17, 2023	[241, 1564, 450, 1684]
legal-notice	[16, 1422, 225, 1561]
notice-body: THE FOLLOWING PERSON(S) IS (ARE) DOING BUSINESS AS: OMEGA MULTI SERVICES, 1615 N ALTADENA DR APT 4, PASADENA, CA 91107. FULL NAME OF REGISTRANT(S) IS (ARE) ISRAEL ORTEGA DELGADO. THIS BUSINESS IS CONDUCTED BY: AN INDIVIDUAL. SIGNED: ISRAEL ORTEGA DELGADO, OWNER. THIS STATEMENT WAS FILED WITH THE COUNTY CLERK OF LOS ANGELES COUNTY ON 05/19/2023. NOTICE: THIS FICTITIOUS NAME STATEMENT EXPIRES FIVE YEARS FROM THE DATE IT WAS FILED. PUBLISH: MOUNTAIN VIEWS NEWS DATES PUB: MAY 27, JUNE 3, 10, 17, 2023	[691, 1584, 901, 1703]
notice-file-number: FICTITIOUS BUSINESS NAME STATEMENT FILE NO. 2023-107044	[241, 2417, 450, 2437]
notice-file-number: FICTITIOUS BUSINESS NAME STATEMENT FILE NO. 2023-112746	[241, 110, 450, 130]
legal-notice	[241, 1690, 450, 1829]
legal-notice	[691, 1273, 901, 1412]
notice-file-number: FICTITIOUS BUSINESS NAME STATEMENT FILE NO. 2023-107808	[241, 827, 450, 847]
notice-file-number: FICTITIOUS BUSINESS NAME STATEMENT FILE NO. 2023-112684	[16, 433, 225, 454]
legal-notice	[691, 140, 901, 269]
notice-file-number: FICTITIOUS BUSINESS NAME STATEMENT FILE NO. 2023-105516	[466, 1138, 676, 1158]
legal-notice	[466, 1866, 676, 2004]
notice-file-number: FICTITIOUS BUSINESS NAME STATEMENT FILE NO. 2023-107974	[241, 973, 450, 993]
notice-file-number: FICTITIOUS BUSINESS NAME STATEMENT FILE NO. 2023-101833	[691, 701, 901, 722]
notice-body: THE FOLLOWING PERSON(S) IS (ARE) DOING BUSINESS AS: DYNASTY ENTERPRISES, 444 CASA DE SALMON, APT 3, GLENDORA, CA 91740. FULL NAME OF REGISTRANT(S) IS (ARE) IRENE MONTANO. THIS BUSINESS IS CONDUCTED BY: AN INDIVIDUAL. SIGNED: IRENE MONTANO, OWNER. THIS STATEMENT WAS FILED WITH THE COUNTY CLERK OF LOS ANGELES COUNTY ON 05/02/2023. NOTICE: THIS FICTITIOUS NAME STATEMENT EXPIRES FIVE YEARS FROM THE DATE IT WAS FILED. PUBLISH: MOUNTAIN VIEWS NEWS DATES PUB: MAY 27, JUNE 3, 10, 17, 2023	[466, 140, 676, 259]
notice-file-number: FICTITIOUS BUSINESS NAME STATEMENT FILE NO. 2023-115074	[16, 1006, 225, 1026]
notice-file-number: FICTITIOUS BUSINESS NAME STATEMENT FILE NO. 2023-103773	[691, 2281, 901, 2302]
notice-body: THE FOLLOWING PERSON(S) IS (ARE) DOING BUSINESS AS: LAX TRANSPORTATION SERVICES, 8151 LEEWOOD ST, WEST COVINA, CA 91790. FULL NAME OF REGISTRANT(S) IS (ARE) JOSE A BARRERA. THIS BUSINESS IS CONDUCTED BY: AN INDIVIDUAL. SIGNED: JOSE A BARRERA, OWNER. THIS STATEMENT WAS FILED WITH THE COUNTY CLERK OF LOS ANGELES COUNTY ON 05/24/2023. NOTICE: THIS FICTITIOUS NAME STATEMENT EXPIRES FIVE YEARS FROM THE DATE IT WAS FILED. PUBLISH: MOUNTAIN VIEWS NEWS/JDC DATES PUB: JUNE 03, 10, 17, 24, 2023	[16, 1441, 225, 1561]
notice-file-number: FICTITIOUS BUSINESS NAME STATEMENT FILE NO. 2023-096818	[466, 2156, 676, 2176]
notice-body: THE FOLLOWING PERSON(S) IS (ARE) DOING BUSINESS AS: JOY'S, 902 SAINT LOUIS AVE, LONG BEACH, CA 90804. FULL NAME OF REGISTRANT(S) IS (ARE) JOY BROWN. THIS BUSINESS IS CONDUCTED BY: AN INDIVIDUAL. SIGNED: JOY BROWN, OWNER. THIS STATEMENT WAS FILED WITH THE COUNTY CLERK OF LOS ANGELES COUNTY ON 05/16/2023. NOTICE: THIS FICTITIOUS NAME STATEMENT EXPIRES FIVE YEARS FROM THE DATE IT WAS FILED. PUBLISH: MOUNTAIN VIEWS NEWS/JDC DATES PUB: JUNE 03, 10, 17, 24, 2023	[16, 744, 225, 854]
notice-body: THE FOLLOWING PERSON(S) IS (ARE) DOING BUSINESS AS: LEEWAY TRANSPORTATION, 13735 STUDEBAKER RD, NORWALK, CA 90650. FULL NAME OF REGISTRANT(S) IS (ARE) KARLA BENITEZ. THIS BUSINESS IS CONDUCTED BY: AN INDIVIDUAL. SIGNED: KARLA BENITEZ, OWNER. THIS STATEMENT WAS FILED WITH THE COUNTY CLERK OF LOS ANGELES COUNTY ON 05/18/2023. NOTICE: THIS FICTITIOUS NAME STATEMENT EXPIRES FIVE YEARS FROM THE DATE IT WAS FILED. PUBLISH: MOUNTAIN VIEWS NEWS DATES PUB: MAY 27, JUNE 3, 10, 17, 2023	[691, 159, 901, 269]
notice-body: THE FOLLOWING PERSON(S) IS (ARE) DOING BUSINESS AS: G & FRANK, 1655 S SAN GABRIEL BLVD # 104, SAN GABRIEL, CA 91776. FULL NAME OF REGISTRANT(S) IS (ARE) UNITED INC. THIS BUSINESS IS CONDUCTED BY: A CORPORATION. SIGNED: HENRY HUYNH, PRESIDENT. THIS STATEMENT WAS FILED WITH THE COUNTY CLERK OF LOS ANGELES COUNTY ON 05/15/2023. NOTICE: THIS FICTITIOUS NAME STATEMENT EXPIRES FIVE YEARS FROM THE DATE IT WAS FILED. PUBLISH: MOUNTAIN VIEWS NEWS DATES PUB: MAY 27, JUNE 3, 10, 17, 2023	[466, 867, 676, 976]
legal-notice	[241, 1544, 450, 1683]
notice-file-number: FICTITIOUS BUSINESS NAME STATEMENT FILE NO. 2023-095275	[691, 275, 901, 295]
notice-body: THE FOLLOWING PERSON(S) IS (ARE) DOING BUSINESS AS: LUXURY TRANSPORT, 4940 EASTON ST, LOS ANGELES, CA 90032. FULL NAME OF REGISTRANT(S) IS (ARE) ARMANDO SEUNG. THIS BUSINESS IS CONDUCTED BY: AN INDIVIDUAL. SIGNED: ARMANDO SEUNG, OWNER. THIS STATEMENT WAS FILED WITH THE COUNTY CLERK OF LOS ANGELES COUNTY ON 05/16/2023. NOTICE: THIS FICTITIOUS NAME STATEMENT EXPIRES FIVE YEARS FROM THE DATE IT WAS FILED. PUBLISH: MOUNTAIN VIEWS NEWS DATES PUB: MAY 27, JUNE 3, 10, 17, 2023	[466, 83, 901, 2526]
legal-notice	[241, 1409, 450, 1538]
legal-notice	[917, 130, 1126, 269]
notice-body: THE FOLLOWING PERSON(S) IS (ARE) DOING BUSINESS AS: EDWARD LUXURY TRANSPORTATION, 729 N CASWELL AVENUE, COMPTON, CA 90220. FULL NAME OF REGISTRANT(S) IS (ARE) EDWARD MONTGOMERY. THIS BUSINESS IS CONDUCTED BY: AN INDIVIDUAL. SIGNED: EDWARD MONTGOMERY, OWNER. THIS STATEMENT WAS FILED WITH THE COUNTY CLERK OF LOS ANGELES COUNTY ON 05/08/2023. NOTICE: THIS FICTITIOUS NAME STATEMENT EXPIRES FIVE YEARS FROM THE DATE IT WAS FILED. PUBLISH: MOUNTAIN VIEWS NEWS DATES PUB: MAY 27, JUNE 3, 10, 17, 2023	[466, 284, 676, 405]
legal-notice	[917, 556, 1126, 705]
footer	[0, 2539, 1367, 2576]
notice-file-number: FICTITIOUS BUSINESS NAME STATEMENT FILE NO. 2023-108571	[466, 2436, 676, 2458]
notice-file-number: FICTITIOUS BUSINESS NAME STATEMENT FILE NO. 2023-108763	[16, 1702, 225, 1723]
notice-file-number: FICTITIOUS BUSINESS NAME STATEMENT FILE NO. 2023-111004	[16, 2264, 225, 2285]
legal-notice	[691, 2282, 901, 2421]
legal-notice	[241, 1835, 450, 1974]
notice-body: THE FOLLOWING PERSON(S) IS (ARE) DOING BUSINESS AS: MAX CORP, 1125 BROOKSIDE AVE APT 17, DOWNEY, CA 90240. THIS BUSINESS IS CONDUCTED BY: AN INDIVIDUAL. SIGNED: ELI VELAZQUEZ CAPOTE. THIS STATEMENT WAS FILED WITH THE COUNTY CLERK OF LOS ANGELES COUNTY ON 04/13/2023. NOTICE: THIS FICTITIOUS NAME STATEMENT EXPIRES FIVE YEARS FROM THE DATE IT WAS FILED. PUBLISH: MOUNTAIN VIEWS NEWS DATES PUB: JUNE 03, 10, 17, 24, 2023	[16, 1867, 225, 1967]
legal-notice	[917, 421, 1126, 550]
notice-body: THE FOLLOWING PERSON(S) IS (ARE) DOING BUSINESS AS: MH METALWORKS, 9345 BEVERLY BLVD, PICO RIVERA, CA 90660. FULL NAME OF REGISTRANT(S) IS (ARE) MATEO ALVAREZ GUERRA. THIS BUSINESS IS CONDUCTED BY: A GENERAL PARTNERSHIP. SIGNED: MATEO ALVAREZ GUERRA, GENERAL PARTNER. THIS STATEMENT WAS FILED WITH THE COUNTY CLERK OF LOS ANGELES COUNTY ON 05/02/2023. NOTICE: THIS FICTITIOUS NAME STATEMENT EXPIRES FIVE YEARS FROM THE DATE IT WAS FILED. PUBLISH: MOUNTAIN VIEWS NEWS DATES PUB: MAY 27, JUNE 3, 10, 17, 2023	[691, 430, 901, 549]
